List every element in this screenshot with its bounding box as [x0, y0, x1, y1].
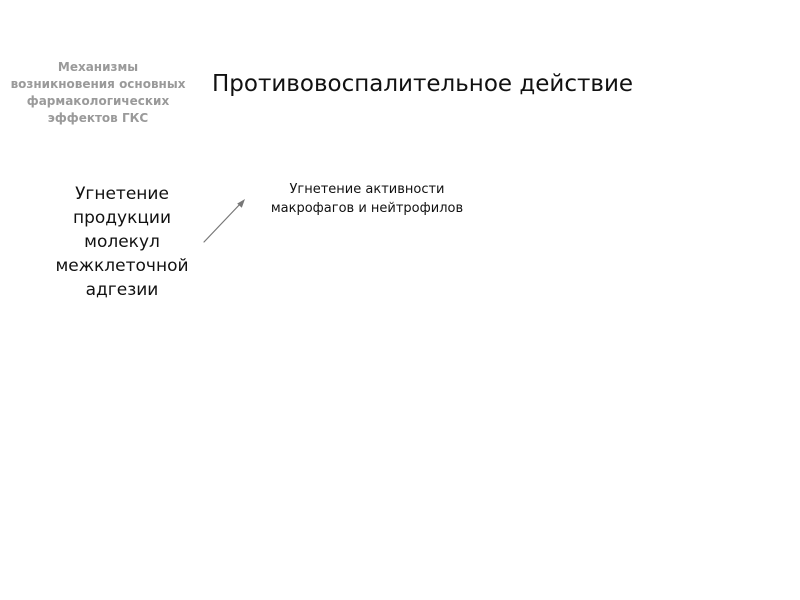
arrow-line	[204, 202, 242, 242]
arrow-connector	[196, 188, 256, 248]
diagram-node-target: Угнетение активности макрофагов и нейтрофилов	[270, 182, 464, 216]
corner-caption: Механизмы возникновения основных фармакологических эффектов ГКС	[10, 60, 186, 125]
page-title: Противовоспалительное действие	[212, 71, 634, 97]
diagram-node-source: Угнетение продукции молекул межклеточной адгезии	[55, 184, 189, 300]
